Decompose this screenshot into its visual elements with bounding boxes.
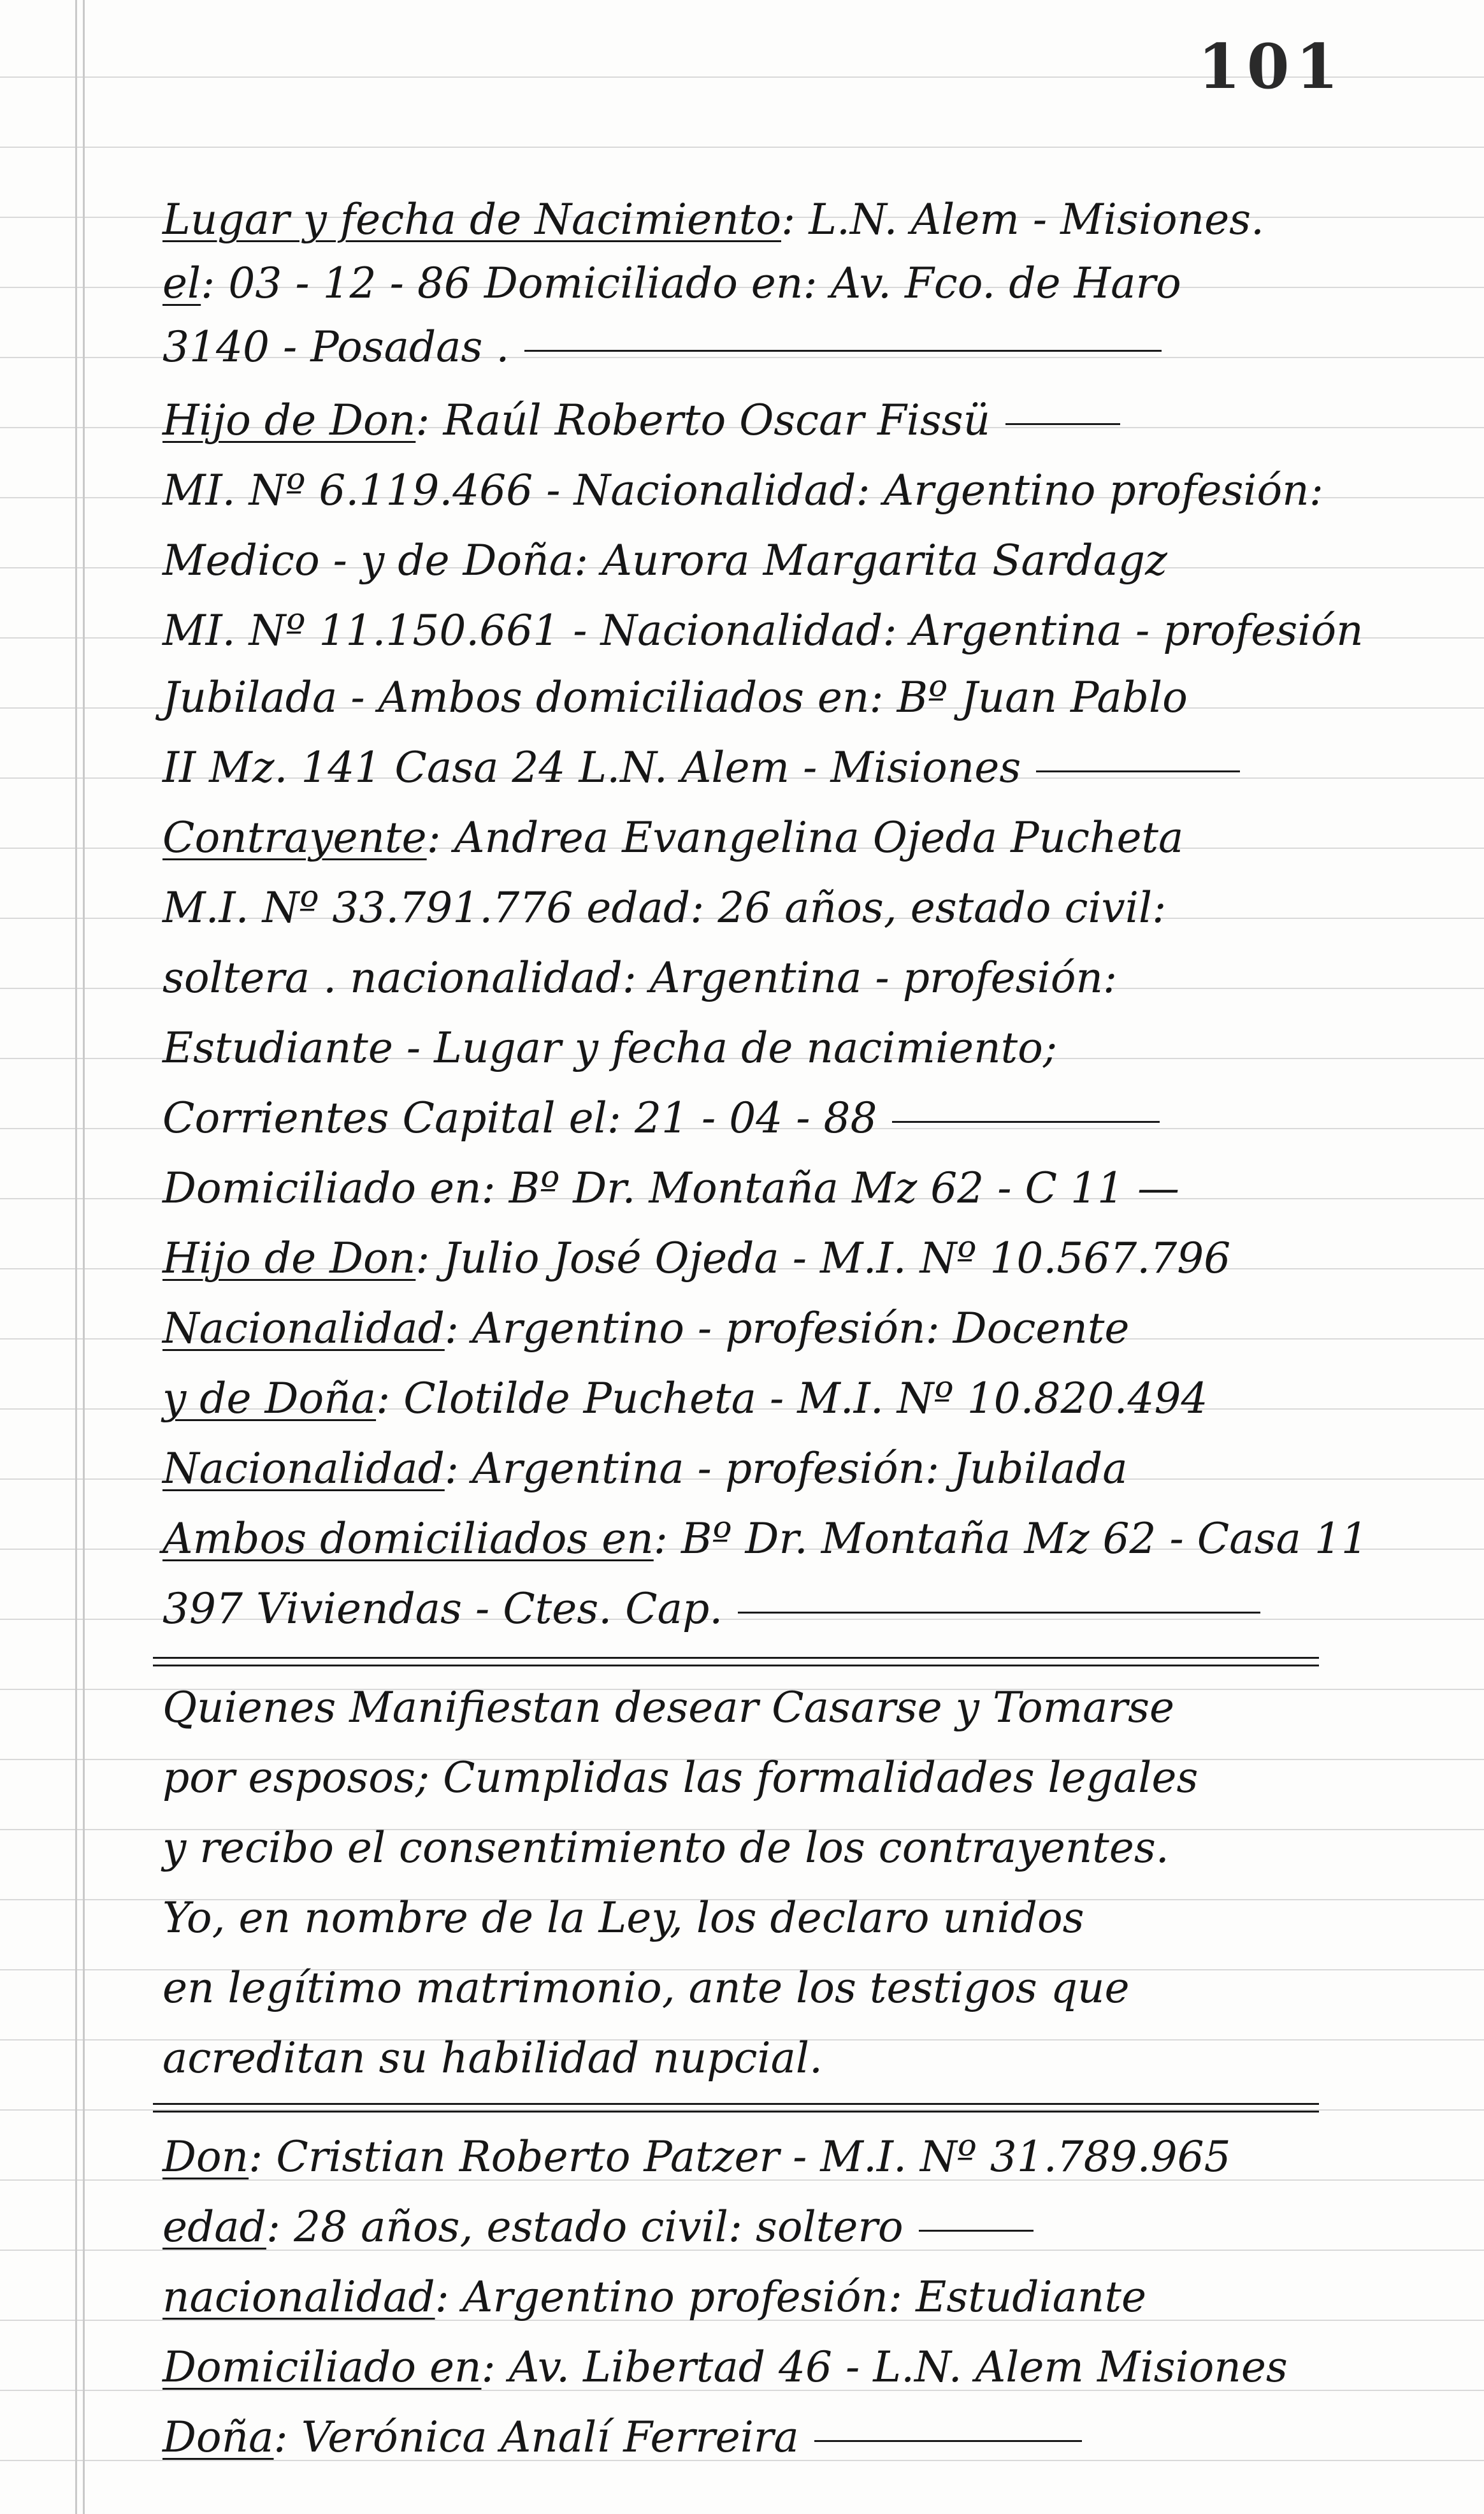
handwritten-line: 3140 - Posadas . xyxy=(162,319,1162,376)
handwritten-line: en legítimo matrimonio, ante los testigos que xyxy=(162,1963,1130,2012)
left-margin-rule-inner xyxy=(83,0,85,2514)
handwritten-line: edad: 28 años, estado civil: soltero xyxy=(162,2199,1034,2256)
handwritten-line: Quienes Manifiestan desear Casarse y Tomarse xyxy=(162,1683,1174,1732)
handwritten-line: y de Doña: Clotilde Pucheta - M.I. Nº 10.820.494 xyxy=(162,1374,1208,1423)
handwritten-line: Nacionalidad: Argentino - profesión: Docente xyxy=(162,1304,1130,1353)
section-divider xyxy=(153,1657,1319,1659)
handwritten-line: soltera . nacionalidad: Argentina - profesión: xyxy=(162,953,1118,1002)
section-divider xyxy=(153,2111,1319,2113)
handwritten-line: Hijo de Don: Raúl Roberto Oscar Fissü xyxy=(162,392,1120,449)
handwritten-line: y recibo el consentimiento de los contrayentes. xyxy=(162,1823,1169,1872)
page-number: 101 xyxy=(1198,31,1345,103)
handwritten-line: 397 Viviendas - Ctes. Cap. xyxy=(162,1580,1260,1638)
handwritten-line: Domiciliado en: Bº Dr. Montaña Mz 62 - C 11 — xyxy=(162,1164,1179,1213)
handwritten-line: Ambos domiciliados en: Bº Dr. Montaña Mz 62 - Casa 11 xyxy=(162,1514,1368,1563)
handwritten-line: Yo, en nombre de la Ley, los declaro unidos xyxy=(162,1893,1084,1942)
handwritten-line: el: 03 - 12 - 86 Domiciliado en: Av. Fco. de Haro xyxy=(162,259,1181,308)
left-margin-rule xyxy=(75,0,77,2514)
handwritten-line: Jubilada - Ambos domiciliados en: Bº Juan Pablo xyxy=(162,673,1188,722)
handwritten-line: Contrayente: Andrea Evangelina Ojeda Pucheta xyxy=(162,813,1184,862)
section-divider xyxy=(153,2103,1319,2105)
ruled-line xyxy=(0,147,1484,148)
handwritten-line: Medico - y de Doña: Aurora Margarita Sardagz xyxy=(162,536,1167,585)
handwritten-line: nacionalidad: Argentino profesión: Estudiante xyxy=(162,2272,1147,2322)
handwritten-line: Lugar y fecha de Nacimiento: L.N. Alem - Misiones. xyxy=(162,195,1265,244)
handwritten-line: por esposos; Cumplidas las formalidades legales xyxy=(162,1753,1199,1802)
handwritten-line: Hijo de Don: Julio José Ojeda - M.I. Nº 10.567.796 xyxy=(162,1234,1231,1283)
handwritten-line: Corrientes Capital el: 21 - 04 - 88 xyxy=(162,1090,1160,1147)
handwritten-line: Nacionalidad: Argentina - profesión: Jubilada xyxy=(162,1444,1128,1493)
handwritten-line: acreditan su habilidad nupcial. xyxy=(162,2034,823,2083)
handwritten-line: M.I. Nº 33.791.776 edad: 26 años, estado civil: xyxy=(162,883,1167,932)
handwritten-line: II Mz. 141 Casa 24 L.N. Alem - Misiones xyxy=(162,739,1240,797)
handwritten-line: Domiciliado en: Av. Libertad 46 - L.N. Alem Misiones xyxy=(162,2343,1288,2392)
handwritten-line: MI. Nº 11.150.661 - Nacionalidad: Argentina - profesión xyxy=(162,606,1364,655)
handwritten-line: Estudiante - Lugar y fecha de nacimiento; xyxy=(162,1023,1058,1073)
handwritten-line: MI. Nº 6.119.466 - Nacionalidad: Argentino profesión: xyxy=(162,466,1323,515)
handwritten-line: Doña: Verónica Analí Ferreira xyxy=(162,2409,1082,2466)
handwritten-line: Don: Cristian Roberto Patzer - M.I. Nº 31.789.965 xyxy=(162,2132,1231,2181)
section-divider xyxy=(153,1665,1319,1666)
